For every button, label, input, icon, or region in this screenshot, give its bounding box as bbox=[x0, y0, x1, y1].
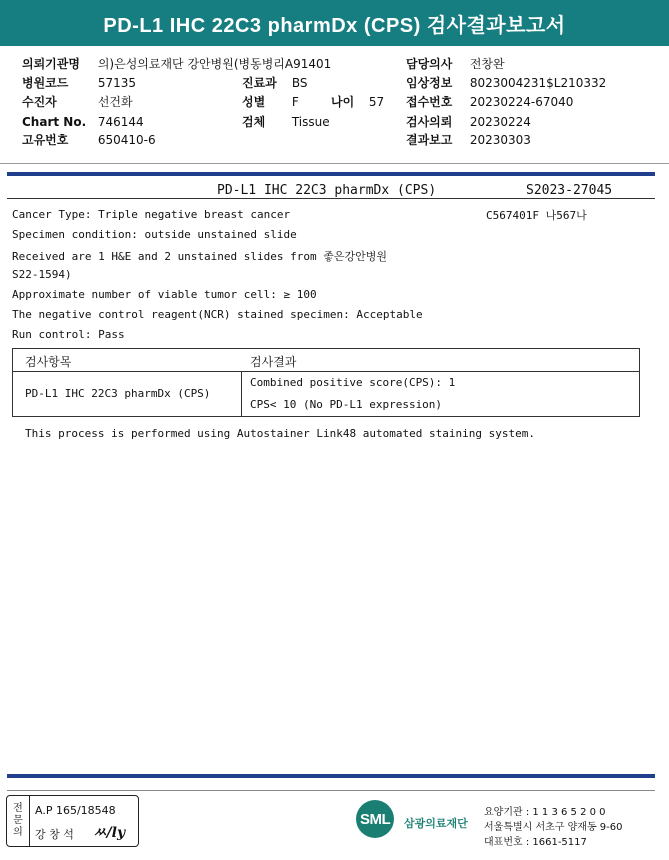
dept-value: BS bbox=[291, 76, 308, 90]
table-header-result: 검사결과 bbox=[250, 355, 297, 369]
result-table bbox=[12, 348, 640, 417]
dept-label: 진료과 bbox=[242, 76, 277, 90]
unique-label: 고유번호 bbox=[22, 133, 69, 147]
patient-value: 선건화 bbox=[97, 95, 133, 109]
report-top-rule bbox=[7, 172, 655, 176]
stamp-name: 강 창 석 bbox=[35, 828, 74, 841]
institution-value: 의)은성의료재단 강안병원(병동병리A91401 bbox=[97, 57, 332, 71]
stamp-label-char: 의 bbox=[13, 827, 23, 838]
phone: 대표번호 : 1661-5117 bbox=[484, 837, 587, 848]
header-divider bbox=[0, 163, 669, 164]
chart-row bbox=[22, 113, 144, 131]
specimen-row bbox=[242, 113, 330, 131]
hospital-code-row bbox=[22, 74, 136, 92]
method-note: This process is performed using Autostainer Link48 automated staining system. bbox=[25, 427, 535, 440]
patient-row bbox=[22, 93, 133, 111]
report-line: Specimen condition: outside unstained slide bbox=[12, 228, 297, 241]
institution-row bbox=[22, 55, 331, 73]
org-name: 삼광의료재단 bbox=[404, 817, 468, 830]
receipt-value: 20230224-67040 bbox=[469, 95, 574, 109]
provider-number: 요양기관 : 1 1 3 6 5 2 0 0 bbox=[484, 807, 606, 818]
chart-label: Chart No. bbox=[22, 115, 87, 129]
stamp-label bbox=[7, 796, 30, 846]
table-header-item: 검사항목 bbox=[25, 355, 72, 369]
age-value: 57 bbox=[368, 95, 385, 109]
specialist-stamp bbox=[6, 795, 139, 847]
institution-label: 의뢰기관명 bbox=[22, 57, 80, 71]
report-date-row bbox=[406, 131, 531, 149]
report-code: C567401F 나567나 bbox=[486, 209, 587, 222]
age-label: 나이 bbox=[331, 95, 355, 109]
doctor-label: 담당의사 bbox=[406, 57, 453, 71]
clinical-row bbox=[406, 74, 606, 92]
receipt-row bbox=[406, 93, 573, 111]
table-column-divider bbox=[241, 371, 242, 417]
specimen-label: 검체 bbox=[242, 115, 266, 129]
stamp-license: A.P 165/18548 bbox=[35, 804, 116, 817]
table-test-item: PD-L1 IHC 22C3 pharmDx (CPS) bbox=[25, 387, 211, 400]
report-number: S2023-27045 bbox=[526, 183, 613, 198]
signature: ㅆ/ly bbox=[93, 825, 126, 841]
request-value: 20230224 bbox=[469, 115, 531, 129]
table-result-interpretation: CPS< 10 (No PD-L1 expression) bbox=[250, 398, 443, 411]
patient-label: 수진자 bbox=[22, 95, 57, 109]
logo-text: SML bbox=[360, 811, 391, 828]
report-date-value: 20230303 bbox=[469, 133, 531, 147]
request-label: 검사의뢰 bbox=[406, 115, 453, 129]
footer-divider bbox=[7, 790, 655, 791]
report-date-label: 결과보고 bbox=[406, 133, 453, 147]
sex-row bbox=[242, 93, 299, 111]
report-line: Approximate number of viable tumor cell: ≥ 100 bbox=[12, 288, 317, 301]
table-header-divider bbox=[13, 371, 639, 372]
sex-value: F bbox=[291, 95, 299, 109]
report-bottom-rule bbox=[7, 774, 655, 778]
doctor-row bbox=[406, 55, 505, 73]
report-line: Cancer Type: Triple negative breast cancer bbox=[12, 208, 291, 221]
specimen-value: Tissue bbox=[291, 115, 330, 129]
chart-value: 746144 bbox=[97, 115, 144, 129]
report-title: PD-L1 IHC 22C3 pharmDx (CPS) 검사결과보고서 bbox=[0, 0, 669, 46]
stamp-label-char: 문 bbox=[13, 815, 23, 826]
doctor-value: 전창완 bbox=[469, 57, 505, 71]
clinical-label: 임상정보 bbox=[406, 76, 453, 90]
dept-row bbox=[242, 74, 307, 92]
receipt-label: 접수번호 bbox=[406, 95, 453, 109]
hospital-code-label: 병원코드 bbox=[22, 76, 69, 90]
age-row bbox=[331, 93, 384, 111]
report-line: S22-1594) bbox=[12, 268, 72, 281]
stamp-label-char: 전 bbox=[13, 803, 23, 814]
report-test-title: PD-L1 IHC 22C3 pharmDx (CPS) bbox=[217, 183, 437, 198]
unique-value: 650410-6 bbox=[97, 133, 156, 147]
sex-label: 성별 bbox=[242, 95, 266, 109]
clinical-value: 8023004231$L210332 bbox=[469, 76, 607, 90]
unique-row bbox=[22, 131, 156, 149]
report-line: Received are 1 H&E and 2 unstained slides from 좋은강안병원 bbox=[12, 250, 388, 263]
address: 서울특별시 서초구 양재동 9-60 bbox=[484, 822, 623, 833]
report-title-underline bbox=[7, 198, 655, 199]
table-result-score: Combined positive score(CPS): 1 bbox=[250, 376, 456, 389]
report-line: Run control: Pass bbox=[12, 328, 125, 341]
hospital-code-value: 57135 bbox=[97, 76, 137, 90]
request-row bbox=[406, 113, 531, 131]
report-line: The negative control reagent(NCR) stained specimen: Acceptable bbox=[12, 308, 423, 321]
